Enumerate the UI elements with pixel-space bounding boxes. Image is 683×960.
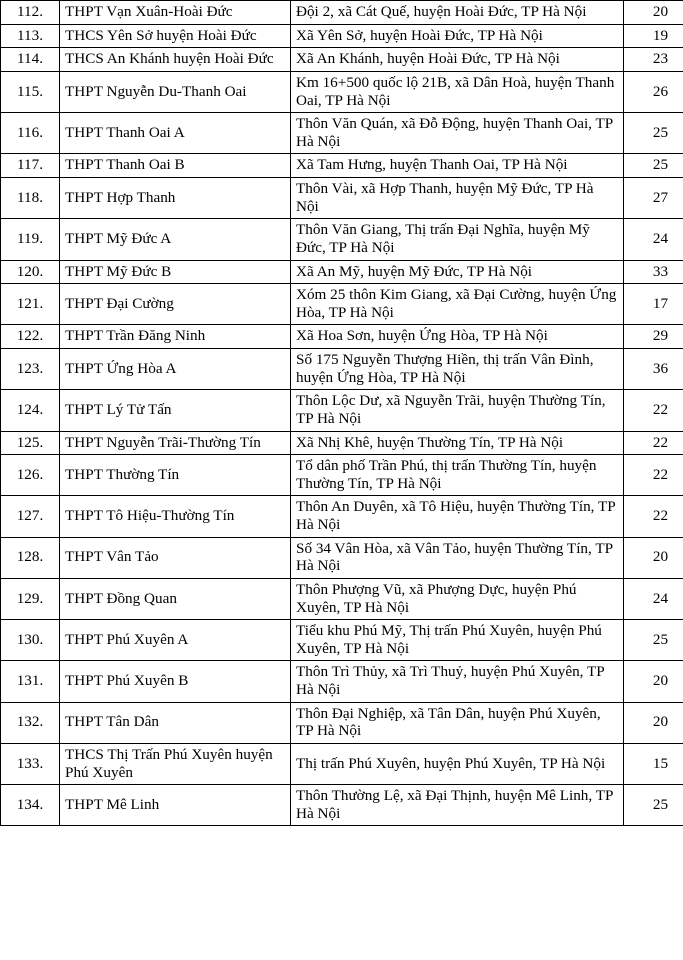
row-index: 114. — [1, 48, 60, 72]
row-quantity: 15 — [624, 743, 683, 784]
row-address: Đội 2, xã Cát Quế, huyện Hoài Đức, TP Hà Nội — [291, 1, 624, 25]
table-row — [1, 219, 683, 260]
row-quantity: 22 — [624, 431, 683, 455]
row-school-name: THPT Thanh Oai A — [60, 113, 291, 154]
row-school-name: THPT Tô Hiệu-Thường Tín — [60, 496, 291, 537]
row-address: Số 34 Vân Hòa, xã Vân Tảo, huyện Thường Tín, TP Hà Nội — [291, 537, 624, 578]
row-school-name: THPT Vạn Xuân-Hoài Đức — [60, 1, 291, 25]
table-row — [1, 284, 683, 325]
row-index: 127. — [1, 496, 60, 537]
table-row — [1, 325, 683, 349]
row-address: Tiểu khu Phú Mỹ, Thị trấn Phú Xuyên, huyện Phú Xuyên, TP Hà Nội — [291, 620, 624, 661]
row-address: Tổ dân phố Trần Phú, thị trấn Thường Tín, huyện Thường Tín, TP Hà Nội — [291, 455, 624, 496]
row-school-name: THPT Thanh Oai B — [60, 154, 291, 178]
row-address: Số 175 Nguyễn Thượng Hiền, thị trấn Vân Đình, huyện Ứng Hòa, TP Hà Nội — [291, 349, 624, 390]
table-body — [1, 1, 683, 826]
row-school-name: THPT Mê Linh — [60, 785, 291, 826]
row-address: Km 16+500 quốc lộ 21B, xã Dân Hoà, huyện Thanh Oai, TP Hà Nội — [291, 71, 624, 112]
row-address: Thôn Văn Giang, Thị trấn Đại Nghĩa, huyện Mỹ Đức, TP Hà Nội — [291, 219, 624, 260]
row-address: Xã Yên Sở, huyện Hoài Đức, TP Hà Nội — [291, 24, 624, 48]
row-index: 119. — [1, 219, 60, 260]
table-row — [1, 785, 683, 826]
row-address: Xã Hoa Sơn, huyện Ứng Hòa, TP Hà Nội — [291, 325, 624, 349]
row-quantity: 17 — [624, 284, 683, 325]
row-school-name: THPT Trần Đăng Ninh — [60, 325, 291, 349]
row-quantity: 27 — [624, 178, 683, 219]
row-school-name: THCS Yên Sở huyện Hoài Đức — [60, 24, 291, 48]
table-row — [1, 178, 683, 219]
row-index: 129. — [1, 578, 60, 619]
table-row — [1, 154, 683, 178]
row-index: 115. — [1, 71, 60, 112]
row-index: 117. — [1, 154, 60, 178]
table-row — [1, 113, 683, 154]
row-address: Thôn Vài, xã Hợp Thanh, huyện Mỹ Đức, TP Hà Nội — [291, 178, 624, 219]
row-address: Xã An Mỹ, huyện Mỹ Đức, TP Hà Nội — [291, 260, 624, 284]
row-address: Xóm 25 thôn Kim Giang, xã Đại Cường, huyện Ứng Hòa, TP Hà Nội — [291, 284, 624, 325]
row-quantity: 33 — [624, 260, 683, 284]
table-row — [1, 48, 683, 72]
row-quantity: 25 — [624, 113, 683, 154]
row-school-name: THPT Mỹ Đức A — [60, 219, 291, 260]
row-address: Thôn Phượng Vũ, xã Phượng Dực, huyện Phú Xuyên, TP Hà Nội — [291, 578, 624, 619]
row-quantity: 24 — [624, 578, 683, 619]
row-quantity: 25 — [624, 785, 683, 826]
row-address: Thị trấn Phú Xuyên, huyện Phú Xuyên, TP Hà Nội — [291, 743, 624, 784]
row-index: 130. — [1, 620, 60, 661]
row-address: Thôn Thường Lệ, xã Đại Thịnh, huyện Mê Linh, TP Hà Nội — [291, 785, 624, 826]
table-row — [1, 661, 683, 702]
row-index: 118. — [1, 178, 60, 219]
row-quantity: 23 — [624, 48, 683, 72]
row-quantity: 20 — [624, 537, 683, 578]
row-index: 128. — [1, 537, 60, 578]
row-quantity: 26 — [624, 71, 683, 112]
table-row — [1, 1, 683, 25]
row-index: 116. — [1, 113, 60, 154]
row-school-name: THCS An Khánh huyện Hoài Đức — [60, 48, 291, 72]
row-quantity: 25 — [624, 620, 683, 661]
table-row — [1, 743, 683, 784]
row-quantity: 19 — [624, 24, 683, 48]
row-school-name: THPT Thường Tín — [60, 455, 291, 496]
row-school-name: THCS Thị Trấn Phú Xuyên huyện Phú Xuyên — [60, 743, 291, 784]
row-school-name: THPT Ứng Hòa A — [60, 349, 291, 390]
row-index: 121. — [1, 284, 60, 325]
row-index: 125. — [1, 431, 60, 455]
row-address: Thôn Trì Thủy, xã Trì Thuỷ, huyện Phú Xuyên, TP Hà Nội — [291, 661, 624, 702]
row-index: 131. — [1, 661, 60, 702]
row-address: Xã Nhị Khê, huyện Thường Tín, TP Hà Nội — [291, 431, 624, 455]
table-row — [1, 455, 683, 496]
row-index: 122. — [1, 325, 60, 349]
row-index: 123. — [1, 349, 60, 390]
table-row — [1, 260, 683, 284]
table-row — [1, 537, 683, 578]
row-index: 112. — [1, 1, 60, 25]
row-index: 133. — [1, 743, 60, 784]
row-school-name: THPT Tân Dân — [60, 702, 291, 743]
row-address: Thôn An Duyên, xã Tô Hiệu, huyện Thường Tín, TP Hà Nội — [291, 496, 624, 537]
row-index: 134. — [1, 785, 60, 826]
row-address: Thôn Văn Quán, xã Đỗ Động, huyện Thanh Oai, TP Hà Nội — [291, 113, 624, 154]
row-quantity: 22 — [624, 455, 683, 496]
row-index: 132. — [1, 702, 60, 743]
table-row — [1, 702, 683, 743]
row-quantity: 24 — [624, 219, 683, 260]
row-quantity: 36 — [624, 349, 683, 390]
row-school-name: THPT Lý Tử Tấn — [60, 390, 291, 431]
row-quantity: 22 — [624, 496, 683, 537]
row-index: 124. — [1, 390, 60, 431]
row-index: 126. — [1, 455, 60, 496]
row-school-name: THPT Hợp Thanh — [60, 178, 291, 219]
row-school-name: THPT Phú Xuyên B — [60, 661, 291, 702]
table-row — [1, 349, 683, 390]
table-row — [1, 431, 683, 455]
row-school-name: THPT Mỹ Đức B — [60, 260, 291, 284]
row-school-name: THPT Đồng Quan — [60, 578, 291, 619]
table-row — [1, 390, 683, 431]
row-quantity: 20 — [624, 702, 683, 743]
row-quantity: 22 — [624, 390, 683, 431]
row-address: Xã An Khánh, huyện Hoài Đức, TP Hà Nội — [291, 48, 624, 72]
row-address: Xã Tam Hưng, huyện Thanh Oai, TP Hà Nội — [291, 154, 624, 178]
table-row — [1, 620, 683, 661]
row-quantity: 25 — [624, 154, 683, 178]
row-index: 113. — [1, 24, 60, 48]
row-address: Thôn Đại Nghiệp, xã Tân Dân, huyện Phú Xuyên, TP Hà Nội — [291, 702, 624, 743]
row-quantity: 20 — [624, 1, 683, 25]
row-quantity: 29 — [624, 325, 683, 349]
row-school-name: THPT Phú Xuyên A — [60, 620, 291, 661]
table-row — [1, 578, 683, 619]
row-index: 120. — [1, 260, 60, 284]
table-row — [1, 24, 683, 48]
row-quantity: 20 — [624, 661, 683, 702]
table-row — [1, 71, 683, 112]
row-school-name: THPT Vân Tảo — [60, 537, 291, 578]
table-row — [1, 496, 683, 537]
row-address: Thôn Lộc Dư, xã Nguyễn Trãi, huyện Thường Tín, TP Hà Nội — [291, 390, 624, 431]
row-school-name: THPT Đại Cường — [60, 284, 291, 325]
row-school-name: THPT Nguyễn Du-Thanh Oai — [60, 71, 291, 112]
row-school-name: THPT Nguyễn Trãi-Thường Tín — [60, 431, 291, 455]
